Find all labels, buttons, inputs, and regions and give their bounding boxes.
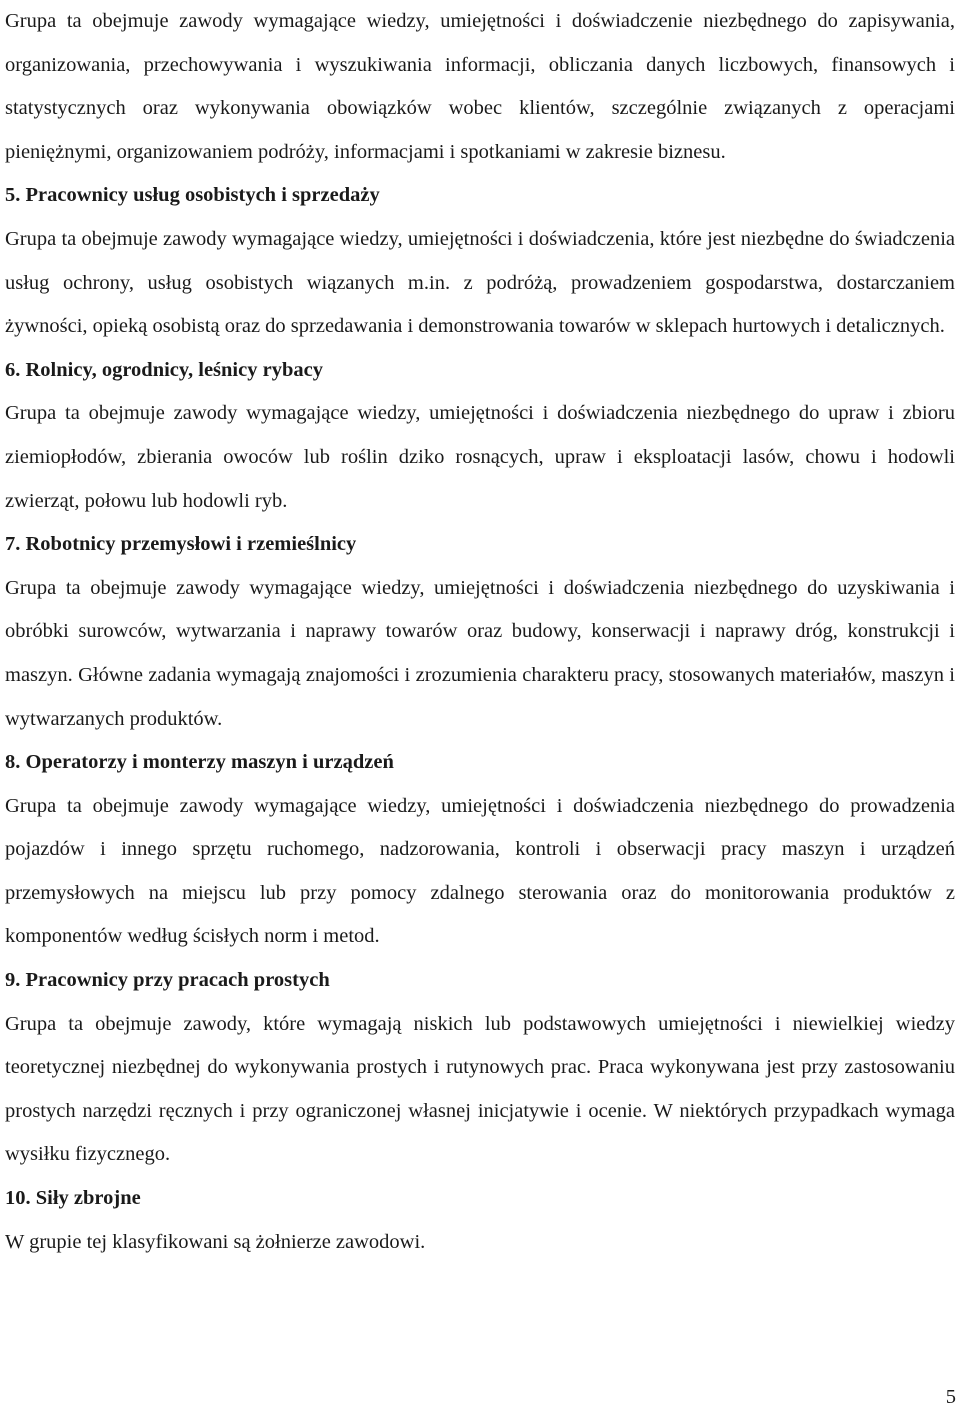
section-heading-9: 9. Pracownicy przy pracach prostych	[5, 969, 330, 992]
section-body-6: Grupa ta obejmuje zawody wymagające wiedzy, umiejętności i doświadczenia niezbędnego do upraw i zbioru ziemiopłodów, zbierania owoców lub roślin dziko rosnących, upraw i eksploatacji lasów, chowu i hodowli zwierząt, połowu lub hodowli ryb.	[5, 402, 955, 512]
intro-paragraph: Grupa ta obejmuje zawody wymagające wiedzy, umiejętności i doświadczenie niezbędnego do zapisywania, organizowania, przechowywania i wyszukiwania informacji, obliczania danych liczbowych, finansowych i statystycznych oraz wykonywania obowiązków wobec klientów, szczególnie związanych z operacjami pieniężnymi, organizowaniem podróży, informacjami i spotkaniami w zakresie biznesu.	[5, 10, 955, 163]
section-body-8: Grupa ta obejmuje zawody wymagające wiedzy, umiejętności i doświadczenia niezbędnego do prowadzenia pojazdów i innego sprzętu ruchomego, nadzorowania, kontroli i obserwacji pracy maszyn i urządzeń przemysłowych na miejscu lub przy pomocy zdalnego sterowania oraz do monitorowania produktów z komponentów według ścisłych norm i metod.	[5, 794, 955, 948]
section-heading-10: 10. Siły zbrojne	[5, 1187, 141, 1210]
section-body-5: Grupa ta obejmuje zawody wymagające wiedzy, umiejętności i doświadczenia, które jest niezbędne do świadczenia usług ochrony, usług osobistych wiązanych m.in. z podróżą, prowadzeniem gospodarstwa, dostarczaniem żywności, opieką osobistą oraz do sprzedawania i demonstrowania towarów w sklepach hurtowych i detalicznych.	[5, 227, 955, 338]
section-heading-6: 6. Rolnicy, ogrodnicy, leśnicy rybacy	[5, 358, 323, 381]
section-heading-7: 7. Robotnicy przemysłowi i rzemieślnicy	[5, 533, 357, 556]
section-body-7: Grupa ta obejmuje zawody wymagające wiedzy, umiejętności i doświadczenia niezbędnego do uzyskiwania i obróbki surowców, wytwarzania i naprawy towarów oraz budowy, konserwacji i naprawy dróg, konstrukcji i maszyn. Główne zadania wymagają znajomości i zrozumienia charakteru pracy, stosowanych materiałów, maszyn i wytwarzanych produktów.	[5, 576, 955, 730]
section-body-10: W grupie tej klasyfikowani są żołnierze zawodowi.	[5, 1230, 426, 1253]
document-page	[5, 0, 955, 1264]
section-body-9: Grupa ta obejmuje zawody, które wymagają niskich lub podstawowych umiejętności i niewielkiej wiedzy teoretycznej niezbędnej do wykonywania prostych i rutynowych prac. Praca wykonywana jest przy zastosowaniu prostych narzędzi ręcznych i przy ograniczonej własnej inicjatywie i ocenie. W niektórych przypadkach wymaga wysiłku fizycznego.	[5, 1012, 955, 1166]
section-heading-5: 5. Pracownicy usług osobistych i sprzedaży	[5, 184, 380, 207]
page-number: 5	[945, 1386, 956, 1408]
section-heading-8: 8. Operatorzy i monterzy maszyn i urządzeń	[5, 751, 394, 774]
